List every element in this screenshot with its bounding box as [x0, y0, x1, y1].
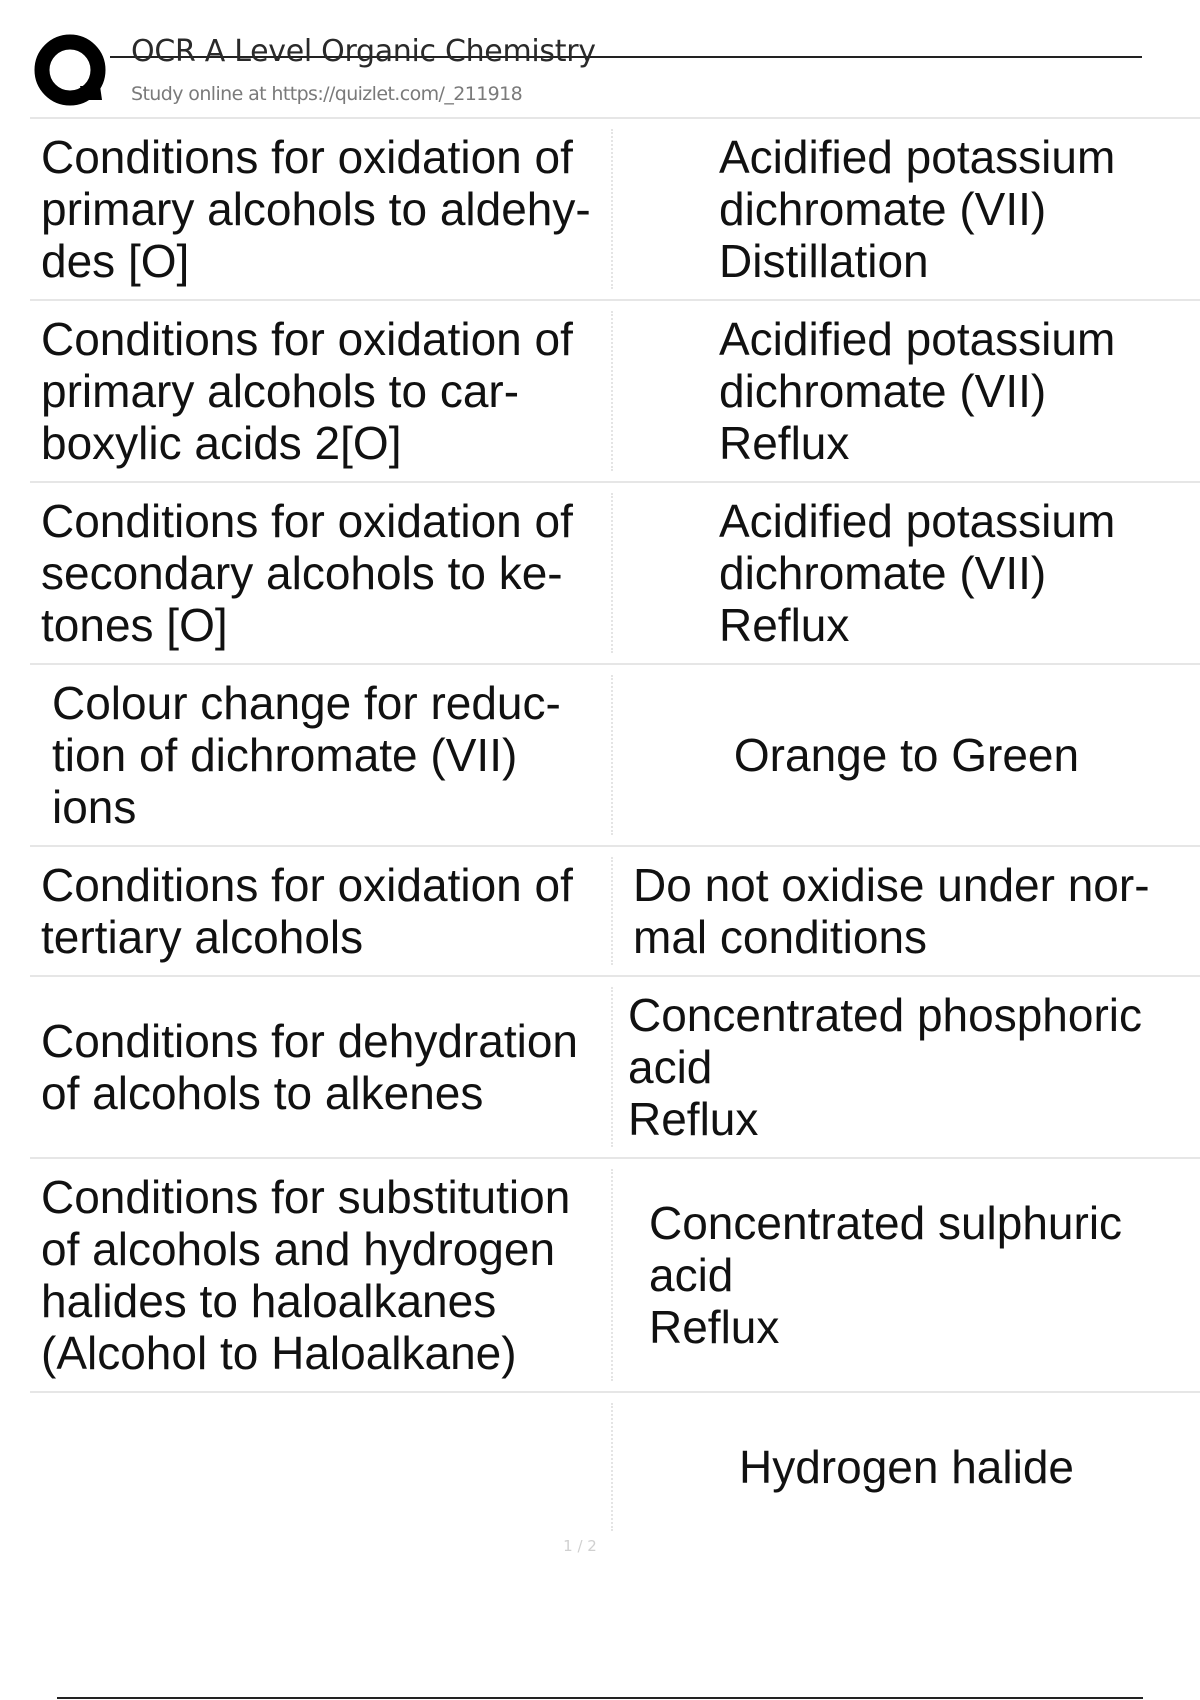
card-term — [30, 483, 612, 663]
card-row — [30, 1157, 1200, 1391]
card-definition-text: Concentrated sulphuric acid Reflux — [649, 1197, 1123, 1353]
card-row — [30, 117, 1200, 299]
card-definition — [613, 483, 1200, 663]
card-term — [30, 665, 612, 845]
card-term-text: Colour change for reduc- tion of dichromate (VII) ions — [52, 677, 561, 833]
card-definition — [613, 301, 1200, 481]
card-row — [30, 1391, 1200, 1541]
flashcard-table — [30, 117, 1200, 1541]
card-term-text: Conditions for oxidation of primary alcohols to aldehy- des [O] — [41, 131, 591, 287]
card-term-text: Conditions for oxidation of tertiary alcohols — [41, 859, 573, 963]
card-definition-text: Orange to Green — [733, 729, 1080, 781]
deck-title: OCR A Level Organic Chemistry — [131, 34, 596, 69]
card-definition — [613, 1393, 1200, 1541]
card-row — [30, 663, 1200, 845]
card-term — [30, 1393, 612, 1541]
card-definition-text: Concentrated phosphoric acid Reflux — [628, 989, 1142, 1145]
card-row — [30, 299, 1200, 481]
page-number: 1 / 2 — [563, 1537, 597, 1555]
card-row — [30, 845, 1200, 975]
card-definition-text: Acidified potassium dichromate (VII) Distillation — [719, 131, 1116, 287]
card-definition-text: Hydrogen halide — [738, 1441, 1074, 1493]
card-term — [30, 847, 612, 975]
card-term — [30, 1159, 612, 1391]
card-term — [30, 977, 612, 1157]
study-url: Study online at https://quizlet.com/_211918 — [131, 83, 523, 105]
card-term-text: Conditions for oxidation of secondary alcohols to ke- tones [O] — [41, 495, 573, 651]
card-definition — [613, 665, 1200, 845]
card-definition-text: Do not oxidise under nor- mal conditions — [633, 859, 1150, 963]
card-definition-text: Acidified potassium dichromate (VII) Reflux — [719, 495, 1116, 651]
card-definition — [613, 119, 1200, 299]
quizlet-logo-icon — [30, 32, 110, 112]
card-row — [30, 481, 1200, 663]
page-header — [0, 0, 1200, 118]
card-row — [30, 975, 1200, 1157]
card-term-text: Conditions for oxidation of primary alcohols to car- boxylic acids 2[O] — [41, 313, 573, 469]
footer-rule — [57, 1697, 1143, 1699]
card-definition-text: Acidified potassium dichromate (VII) Reflux — [719, 313, 1116, 469]
card-definition — [613, 977, 1200, 1157]
card-term — [30, 119, 612, 299]
card-term — [30, 301, 612, 481]
card-definition — [613, 1159, 1200, 1391]
card-term-text: Conditions for substitution of alcohols and hydrogen halides to haloalkanes (Alcohol to Haloalkane) — [41, 1171, 571, 1379]
card-definition — [613, 847, 1200, 975]
card-term-text: Conditions for dehydration of alcohols to alkenes — [41, 1015, 578, 1119]
